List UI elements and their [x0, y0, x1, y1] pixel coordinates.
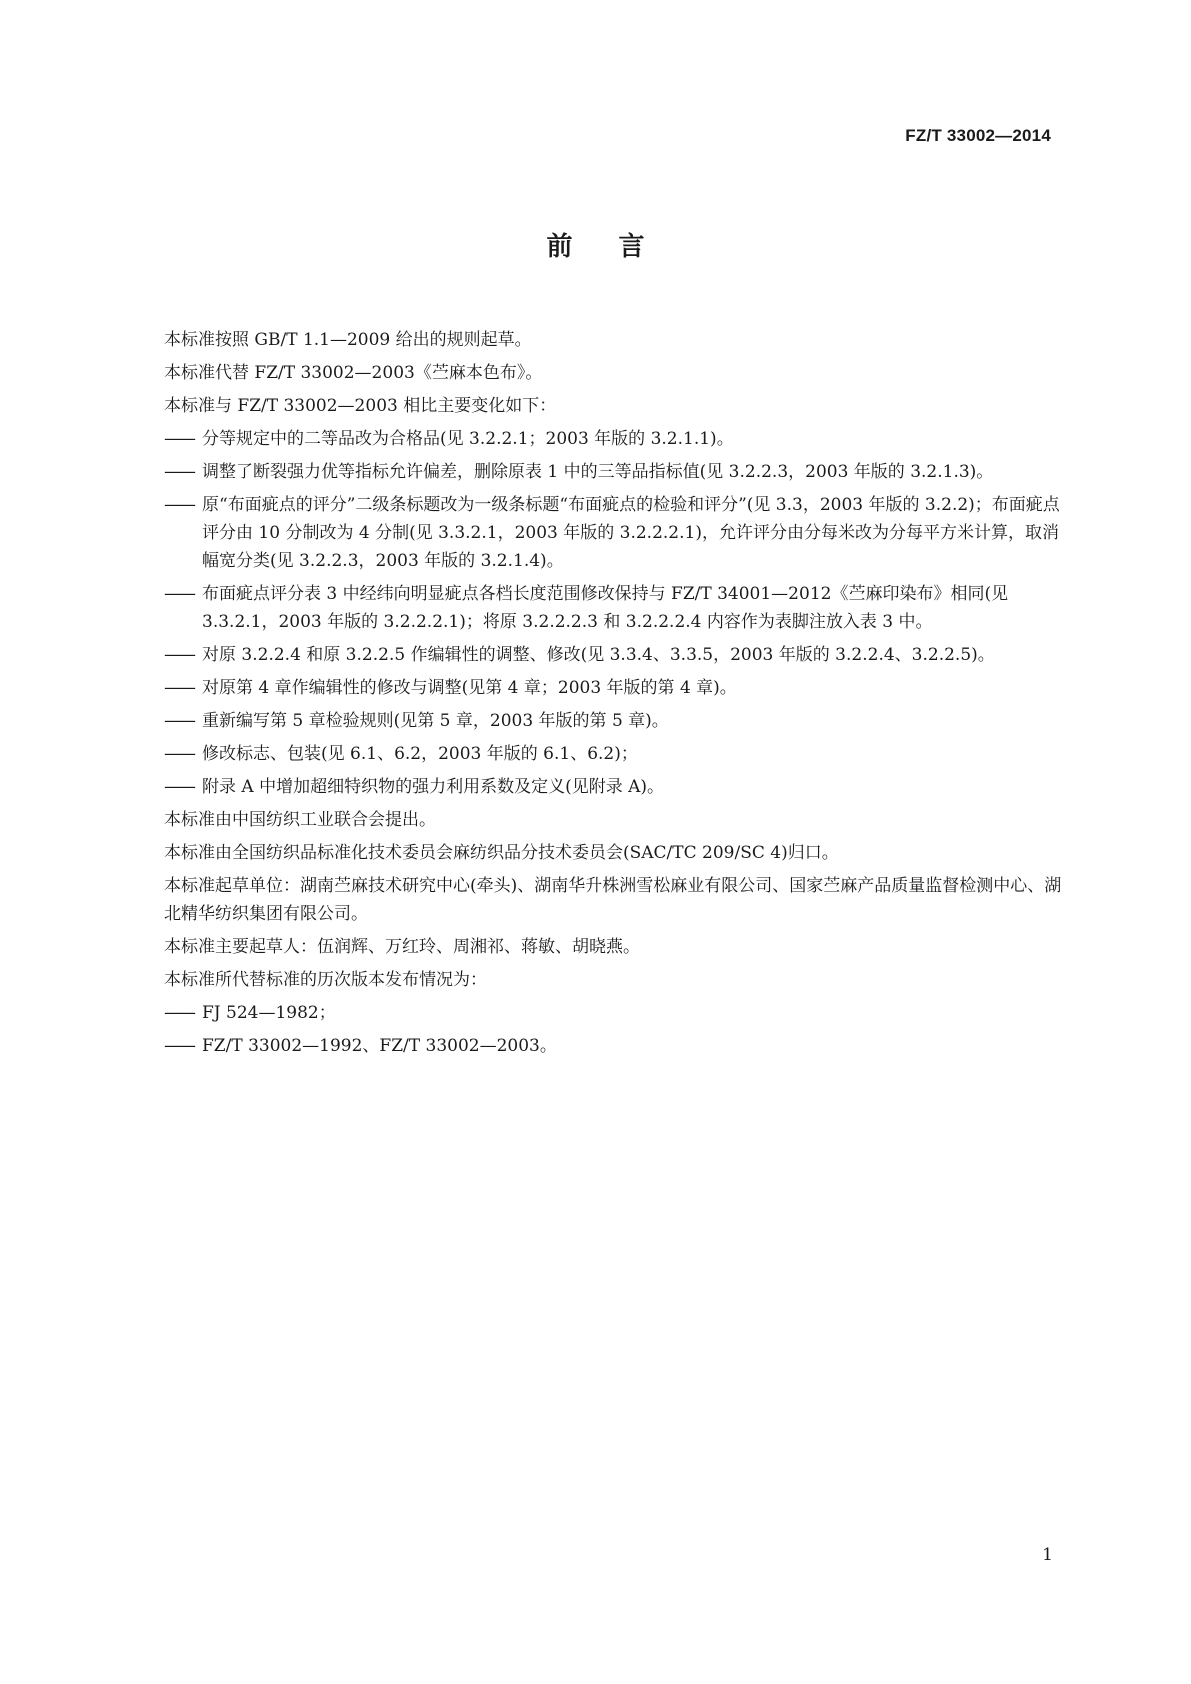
dash-marker: —— — [164, 1003, 194, 1023]
dash-marker: —— — [164, 744, 194, 764]
intro-paragraph: 本标准按照 GB/T 1.1—2009 给出的规则起草。 — [164, 330, 532, 350]
change-text: 调整了断裂强力优等指标允许偏差，删除原表 1 中的三等品指标值(见 3.2.2.3，2003 年版的 3.2.1.3)。 — [202, 462, 994, 482]
change-text: 修改标志、包装(见 6.1、6.2，2003 年版的 6.1、6.2)； — [202, 744, 638, 764]
intro-paragraph: 本标准代替 FZ/T 33002—2003《苎麻本色布》。 — [164, 363, 543, 383]
dash-marker: —— — [164, 678, 194, 698]
change-list-item — [164, 641, 1064, 669]
dash-marker: —— — [164, 584, 194, 604]
change-text: 重新编写第 5 章检验规则(见第 5 章，2003 年版的第 5 章)。 — [202, 711, 669, 731]
change-text: 对原第 4 章作编辑性的修改与调整(见第 4 章；2003 年版的第 4 章)。 — [202, 678, 737, 698]
closing-paragraph: 本标准所代替标准的历次版本发布情况为： — [164, 970, 487, 990]
change-list-item — [164, 458, 1064, 486]
dash-marker: —— — [164, 429, 194, 449]
intro-paragraph: 本标准与 FZ/T 33002—2003 相比主要变化如下： — [164, 396, 557, 416]
change-text: 对原 3.2.2.4 和原 3.2.2.5 作编辑性的调整、修改(见 3.3.4、3.3.5，2003 年版的 3.2.2.4、3.2.2.5)。 — [202, 645, 995, 665]
dash-marker: —— — [164, 1036, 194, 1056]
change-list-item — [164, 707, 1064, 735]
dash-marker: —— — [164, 495, 194, 515]
history-text: FZ/T 33002—1992、FZ/T 33002—2003。 — [202, 1036, 557, 1056]
change-text: 分等规定中的二等品改为合格品(见 3.2.2.1；2003 年版的 3.2.1.1)。 — [202, 429, 734, 449]
change-list-item — [164, 674, 1064, 702]
history-list-item — [164, 1032, 1064, 1060]
history-text: FJ 524—1982； — [202, 1003, 336, 1023]
change-list-item — [164, 740, 1064, 768]
closing-paragraph: 本标准由全国纺织品标准化技术委员会麻纺织品分技术委员会(SAC/TC 209/SC 4)归口。 — [164, 843, 839, 863]
change-list-item — [164, 425, 1064, 453]
change-text: 原“布面疵点的评分”二级条标题改为一级条标题“布面疵点的检验和评分”(见 3.3，2003 年版的 3.2.2)；布面疵点评分由 10 分制改为 4 分制(见 3.3.2.1，2003 年版的 3.2.2.2.1)，允许评分由分每米改为分每平方米计算，取消幅宽分类(见 3.2.2.3，2003 年版的 3.2.1.4)。 — [202, 495, 1060, 571]
dash-marker: —— — [164, 777, 194, 797]
change-list-item — [164, 773, 1064, 801]
document-code: FZ/T 33002—2014 — [905, 126, 1051, 145]
closing-paragraph: 本标准起草单位：湖南苎麻技术研究中心(牵头)、湖南华升株洲雪松麻业有限公司、国家苎麻产品质量监督检测中心、湖北精华纺织集团有限公司。 — [164, 876, 1062, 924]
change-list-item — [164, 491, 1064, 575]
dash-marker: —— — [164, 462, 194, 482]
history-list-item — [164, 999, 1064, 1027]
change-text: 布面疵点评分表 3 中经纬向明显疵点各档长度范围修改保持与 FZ/T 34001—2012《苎麻印染布》相同(见 3.3.2.1，2003 年版的 3.2.2.2.1)；将原 3.2.2.2.3 和 3.2.2.2.4 内容作为表脚注放入表 3 中。 — [202, 584, 1009, 632]
dash-marker: —— — [164, 645, 194, 665]
page-title: 前言 — [546, 232, 691, 262]
closing-paragraph: 本标准由中国纺织工业联合会提出。 — [164, 810, 436, 830]
dash-marker: —— — [164, 711, 194, 731]
change-list-item — [164, 580, 1064, 636]
change-text: 附录 A 中增加超细特织物的强力利用系数及定义(见附录 A)。 — [202, 777, 665, 797]
closing-paragraph: 本标准主要起草人：伍润辉、万红玲、周湘祁、蒋敏、胡晓燕。 — [164, 937, 640, 957]
page-number: 1 — [1042, 1545, 1053, 1565]
foreword-body — [164, 326, 1064, 1065]
